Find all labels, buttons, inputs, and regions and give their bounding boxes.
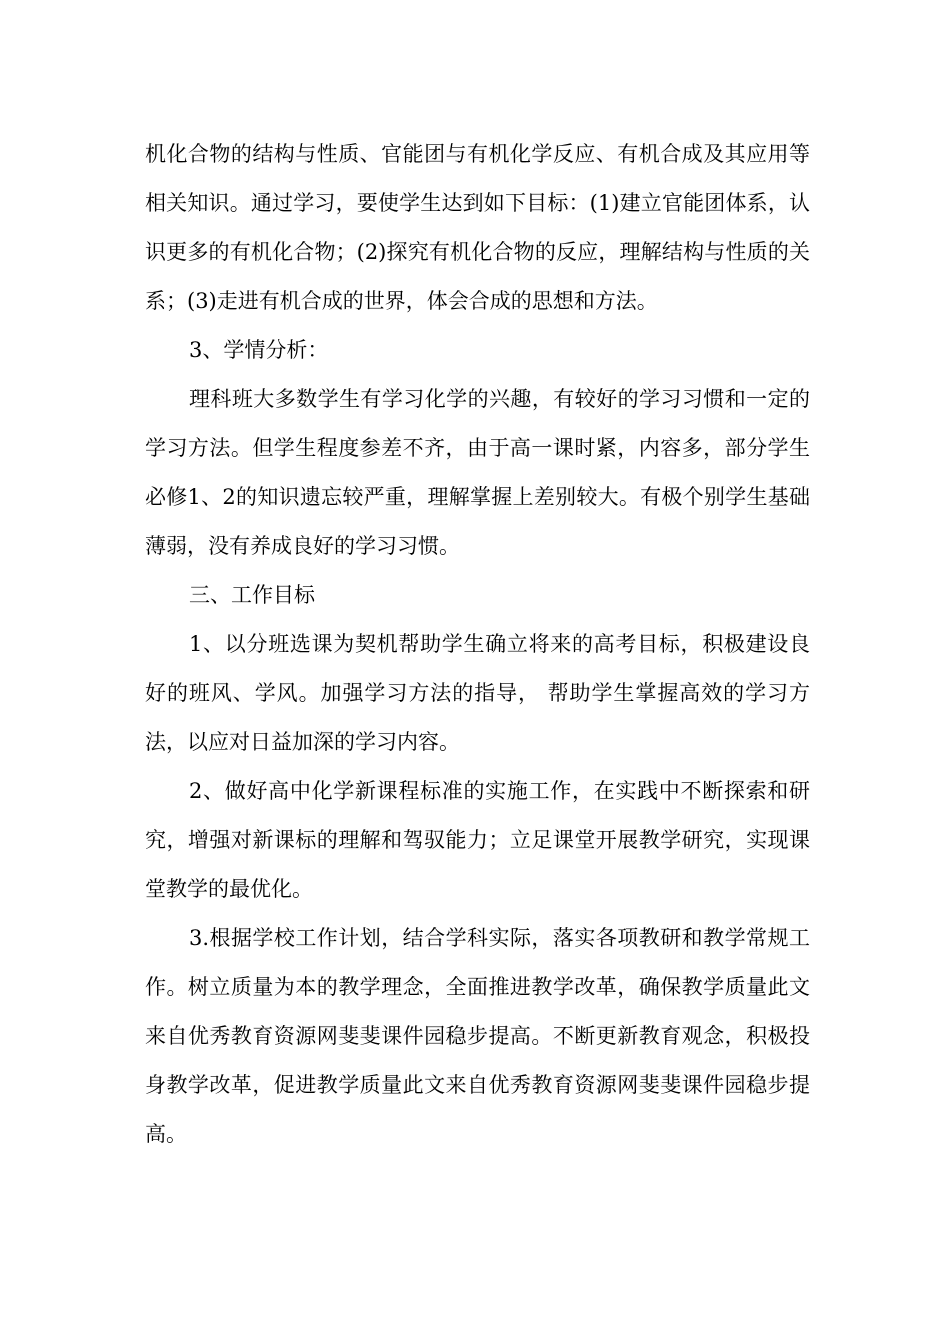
paragraph-goal-2: 2、做好高中化学新课程标准的实施工作，在实践中不断探索和研究，增强对新课标的理解和驾驭能力；立足课堂开展教学研究，实现课堂教学的最优化。 <box>145 779 810 901</box>
paragraph-goal-3: 3.根据学校工作计划，结合学科实际，落实各项教研和教学常规工作。树立质量为本的教学理念，全面推进教学改革，确保教学质量此文来自优秀教育资源网斐斐课件园稳步提高。不断更新教育观念，积极投身教学改革，促进教学质量此文来自优秀教育资源网斐斐课件园稳步提高。 <box>145 926 810 1146</box>
paragraph-course-goals: 机化合物的结构与性质、官能团与有机化学反应、有机合成及其应用等相关知识。通过学习，要使学生达到如下目标：(1)建立官能团体系，认识更多的有机化合物；(2)探究有机化合物的反应，理解结构与性质的关系；(3)走进有机合成的世界，体会合成的思想和方法。 <box>145 142 810 313</box>
heading-student-analysis: 3、学情分析： <box>189 338 329 362</box>
paragraph-student-analysis: 理科班大多数学生有学习化学的兴趣，有较好的学习习惯和一定的学习方法。但学生程度参差不齐，由于高一课时紧，内容多，部分学生必修1、2的知识遗忘较严重，理解掌握上差别较大。有极个别学生基础薄弱，没有养成良好的学习习惯。 <box>145 387 810 558</box>
heading-work-goals: 三、工作目标 <box>189 583 315 607</box>
paragraph-goal-1: 1、以分班选课为契机帮助学生确立将来的高考目标，积极建设良好的班风、学风。加强学习方法的指导， 帮助学生掌握高效的学习方法，以应对日益加深的学习内容。 <box>145 632 810 754</box>
document-body <box>145 130 810 1159</box>
